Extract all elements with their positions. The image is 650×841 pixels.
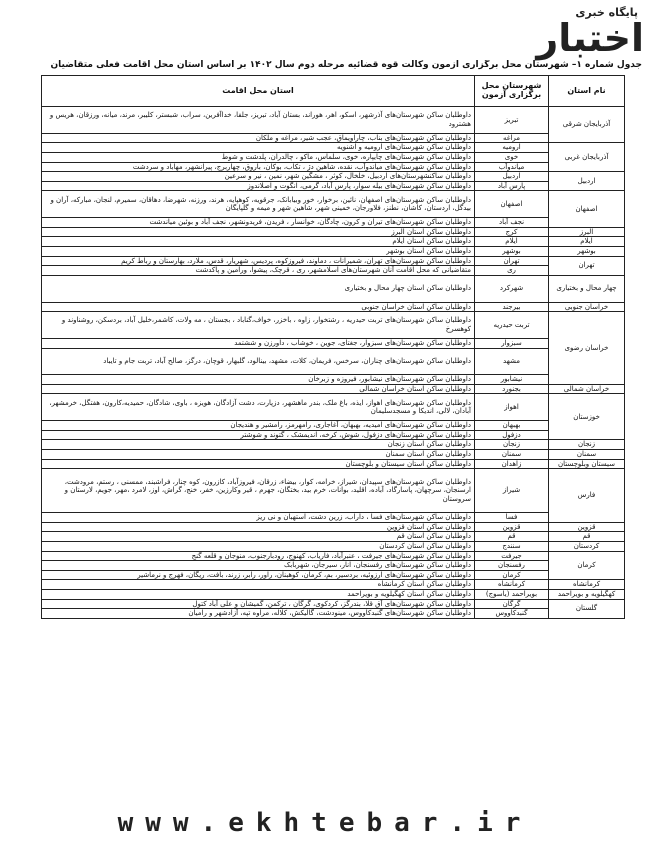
exam-city-cell: گنبدکاووس <box>475 609 549 619</box>
province-cell: آذربایجان شرقی <box>549 107 625 143</box>
residence-cell: داوطلبان ساکن شهرستان‌های آق قلا، بندرگز، کردکوی، گرگان ، ترکمن، گمیشان و علی آباد کتول <box>42 599 475 609</box>
table-row <box>42 599 625 609</box>
table-row <box>42 580 625 590</box>
residence-cell: داوطلبان ساکن استان کرمانشاه <box>42 580 475 590</box>
table-row <box>42 143 625 153</box>
residence-cell: داوطلبان ساکن شهرستان‌های تهران، شمیرانات ، دماوند، فیروزکوه، پردیس، شهریار، قدس، ملارد، بهارستان و رباط کریم <box>42 256 475 266</box>
exam-city-cell: بجنورد <box>475 384 549 394</box>
table-row <box>42 590 625 600</box>
residence-cell: داوطلبان ساکنشهرستان‌های اردبیل، خلخال، کوثر ، مشگین شهر، نمین ، نیر و سرعین <box>42 172 475 182</box>
province-cell: خراسان جنوبی <box>549 302 625 312</box>
exam-city-cell: زاهدان <box>475 459 549 469</box>
exam-city-cell: بوشهر <box>475 246 549 256</box>
exam-city-cell: ری <box>475 266 549 276</box>
residence-cell: داوطلبان ساکن استان قزوین <box>42 522 475 532</box>
table-row <box>42 312 625 339</box>
exam-city-cell: خوی <box>475 152 549 162</box>
table-row <box>42 237 625 247</box>
table-row <box>42 302 625 312</box>
table-row <box>42 191 625 218</box>
residence-cell: داوطلبان ساکن شهرستان‌های دزفول، شوش، کرخه، اندیمشک ، گتوند و شوشتر <box>42 430 475 440</box>
table-row <box>42 181 625 191</box>
table-body <box>42 107 625 619</box>
residence-cell: داوطلبان ساکن استان زنجان <box>42 440 475 450</box>
residence-cell: داوطلبان ساکن استان البرز <box>42 227 475 237</box>
exam-city-cell: کرج <box>475 227 549 237</box>
table-row <box>42 338 625 348</box>
header-residence: استان محل اقامت <box>42 76 475 107</box>
exam-city-cell: جیرفت <box>475 551 549 561</box>
residence-cell: داوطلبان ساکن استان سمنان <box>42 450 475 460</box>
exam-city-cell: پارس آباد <box>475 181 549 191</box>
residence-cell: داوطلبان ساکن استان سیستان و بلوچستان <box>42 459 475 469</box>
residence-cell: داوطلبان ساکن شهرستان‌های بناب، چاراویماق، عجب شیر، مراغه و ملکان <box>42 133 475 143</box>
province-cell: قم <box>549 532 625 542</box>
footer-url: www.ekhtebar.ir <box>117 808 533 838</box>
province-cell: سیستان وبلوچستان <box>549 459 625 469</box>
residence-cell: داوطلبان ساکن شهرستان‌های سبزوار، جغتای، جوین ، خوشاب ، داورزن و ششتمد <box>42 338 475 348</box>
table-row <box>42 430 625 440</box>
table-row <box>42 375 625 385</box>
residence-cell: داوطلبان ساکن شهرستان‌های نیشابور، فیروزه و زبرخان <box>42 375 475 385</box>
table-header-row <box>42 76 625 107</box>
logo-wordmark: اختبار <box>536 16 644 60</box>
residence-cell: داوطلبان ساکن شهرستان‌های گنبدکاووس، مینودشت، گالیکش، کلاله، مراوه تپه، آزادشهر و رامیان <box>42 609 475 619</box>
exam-city-cell: سنندج <box>475 542 549 552</box>
header-city: شهرستان محل برگزاری آزمون <box>475 76 549 107</box>
table-row <box>42 570 625 580</box>
province-cell: البرز <box>549 227 625 237</box>
exam-city-cell: سمنان <box>475 450 549 460</box>
exam-city-cell: قزوین <box>475 522 549 532</box>
table-row <box>42 275 625 302</box>
province-cell: خوزستان <box>549 394 625 440</box>
residence-cell: داوطلبان ساکن استان چهار محال و بختیاری <box>42 275 475 302</box>
exam-city-cell: مشهد <box>475 348 549 375</box>
province-cell: آذربایجان غربی <box>549 143 625 172</box>
exam-city-cell: تربت حیدریه <box>475 312 549 339</box>
province-cell: خراسان شمالی <box>549 384 625 394</box>
province-cell: قزوین <box>549 522 625 532</box>
exam-city-cell: میاندوآب <box>475 162 549 172</box>
table-row <box>42 384 625 394</box>
exam-city-cell: تهران <box>475 256 549 266</box>
residence-cell: داوطلبان ساکن استان خراسان جنوبی <box>42 302 475 312</box>
exam-city-cell: ارومیه <box>475 143 549 153</box>
province-cell: اردبیل <box>549 172 625 191</box>
province-cell: تهران <box>549 256 625 275</box>
table-row <box>42 162 625 172</box>
exam-city-cell: اصفهان <box>475 191 549 218</box>
table-row <box>42 348 625 375</box>
province-cell: کهگیلویه و بویراحمد <box>549 590 625 600</box>
table-row <box>42 172 625 182</box>
exam-city-cell: نیشابور <box>475 375 549 385</box>
residence-cell: متقاضیانی که محل اقامت آنان شهرستان‌های اسلامشهر، ری ، قرچک، پیشوا، ورامین و پاکدشت <box>42 266 475 276</box>
residence-cell: داوطلبان ساکن شهرستان‌های سپیدان، شیراز، خرامه، کوار، بیضاء، زرقان، فیروزآباد، کازرون، کوه چنار، فراشبند، ممسنی ، رستم، مرودشت، ارسنجان، سرچهان، پاسارگاد، آباده، اقلید، بوانات، خرم بید، بختگان، جهرم ، قیر وکارزین، خفر، خنج، گراش، اوز، لامرد ،مهر، جویم، لارستان و سروستان <box>42 469 475 513</box>
exam-city-cell: بهبهان <box>475 421 549 431</box>
table-row <box>42 394 625 421</box>
residence-cell: داوطلبان ساکن استان خراسان شمالی <box>42 384 475 394</box>
table-row <box>42 561 625 571</box>
table-row <box>42 609 625 619</box>
exam-city-cell: نجف آباد <box>475 218 549 228</box>
residence-cell: داوطلبان ساکن شهرستان‌های جیرفت ، عنبرآباد، فاریاب، کهنوج، رودبارجنوب، منوجان و قلعه گنج <box>42 551 475 561</box>
residence-cell: داوطلبان ساکن شهرستان‌های چایپاره، خوی، سلماس، ماکو ، چالدران، پلدشت و شوط <box>42 152 475 162</box>
exam-city-cell: سبزوار <box>475 338 549 348</box>
table-row <box>42 133 625 143</box>
exam-city-cell: تبریز <box>475 107 549 134</box>
residence-cell: داوطلبان ساکن شهرستان‌های ارزوئیه، بردسیر، بم، کرمان، کوهبنان، راور، رابر، زرند، بافت، ریگان، فهرج و نرماشیر <box>42 570 475 580</box>
residence-cell: داوطلبان ساکن شهرستان‌های تربت حیدریه ، رشتخوار، زاوه ، باخزر، خواف،گناباد ، بجستان ، مه ولات، کاشمر،خلیل آباد، بردسکن، روشناوند و کوهسرخ <box>42 312 475 339</box>
residence-cell: داوطلبان ساکن استان بوشهر <box>42 246 475 256</box>
table-row <box>42 450 625 460</box>
residence-cell: داوطلبان ساکن شهرستان‌های بیله سوار، پارس آباد، گرمی، انگوت و اصلاندوز <box>42 181 475 191</box>
province-cell: زنجان <box>549 440 625 450</box>
exam-city-cell: زنجان <box>475 440 549 450</box>
table-row <box>42 227 625 237</box>
header-province: نام استان <box>549 76 625 107</box>
province-cell: گلستان <box>549 599 625 618</box>
exam-city-cell: شهرکرد <box>475 275 549 302</box>
table-row <box>42 532 625 542</box>
exam-city-cell: بیرجند <box>475 302 549 312</box>
table-row <box>42 266 625 276</box>
residence-cell: داوطلبان ساکن شهرستان‌های رفسنجان، انار، سیرجان، شهربابک <box>42 561 475 571</box>
table-row <box>42 551 625 561</box>
residence-cell: داوطلبان ساکن شهرستان‌های ارومیه و اشنویه <box>42 143 475 153</box>
province-cell: کردستان <box>549 542 625 552</box>
table-row <box>42 218 625 228</box>
residence-cell: داوطلبان ساکن استان کهگیلویه و بویراحمد <box>42 590 475 600</box>
table-row <box>42 421 625 431</box>
exam-city-cell: کرمانشاه <box>475 580 549 590</box>
table-row <box>42 513 625 523</box>
residence-cell: داوطلبان ساکن شهرستان‌های فسا ، داراب، زرین دشت، استهبان و نی ریز <box>42 513 475 523</box>
exam-city-cell: گرگان <box>475 599 549 609</box>
logo <box>536 6 644 64</box>
exam-locations-table <box>41 75 625 619</box>
province-cell: کرمان <box>549 551 625 580</box>
table-row <box>42 469 625 513</box>
province-cell: سمنان <box>549 450 625 460</box>
province-cell: ایلام <box>549 237 625 247</box>
residence-cell: داوطلبان ساکن شهرستان‌های اهواز، ایذه، باغ ملک، بندر ماهشهر، دزپارت، دشت آزادگان، هویزه ، باوی، شادگان، حمیدیه،کارون، هفتگل، خرمشهر، آبادان، لالی، اندیکا و مسجدسلیمان <box>42 394 475 421</box>
logo-subtitle: پایگاه خبری <box>575 6 638 19</box>
exam-city-cell: دزفول <box>475 430 549 440</box>
province-cell: کرمانشاه <box>549 580 625 590</box>
table-caption: جدول شماره ۱– شهرستان محل برگزاری آزمون وکالت قوه قضائیه مرحله دوم سال ۱۴۰۲ بر اساس استان محل اقامت فعلی متقاضیان <box>50 60 642 70</box>
exam-city-cell: بویراحمد (یاسوج) <box>475 590 549 600</box>
table-row <box>42 459 625 469</box>
table-row <box>42 440 625 450</box>
exam-city-cell: اردبیل <box>475 172 549 182</box>
residence-cell: داوطلبان ساکن استان قم <box>42 532 475 542</box>
exam-city-cell: مراغه <box>475 133 549 143</box>
residence-cell: داوطلبان ساکن شهرستان‌های آذرشهر، اسکو، اهر، هوراند، بستان آباد، تبریز، جلفا، خداآفرین، سراب، شبستر، کلیبر، مرند، میانه، ورزقان، هریس و هشترود <box>42 107 475 134</box>
table-row <box>42 246 625 256</box>
exam-city-cell: شیراز <box>475 469 549 513</box>
table-row <box>42 107 625 134</box>
province-cell: بوشهر <box>549 246 625 256</box>
exam-city-cell: فسا <box>475 513 549 523</box>
residence-cell: داوطلبان ساکن شهرستان‌های اصفهان، نائین، برخوار، خور وبیابانک، جرقویه، کوهپایه، هرند، ورزنه، شهرضا، دهاقان، سمیرم، لنجان، مبارکه، آران و بیدگل، اردستان، کاشان، نطنز، فلاورجان، خمینی شهر، شاهین شهر و میمه و گلپایگان <box>42 191 475 218</box>
province-cell: اصفهان <box>549 191 625 227</box>
province-cell: فارس <box>549 469 625 523</box>
province-cell: چهار محال و بختیاری <box>549 275 625 302</box>
province-cell: خراسان رضوی <box>549 312 625 385</box>
table-row <box>42 522 625 532</box>
residence-cell: داوطلبان ساکن شهرستان‌های چناران، سرخس، فریمان، کلات، مشهد، بینالود، گلبهار، قوچان، درگز، صالح آباد، تربت جام و تایباد <box>42 348 475 375</box>
residence-cell: داوطلبان ساکن استان ایلام <box>42 237 475 247</box>
exam-city-cell: اهواز <box>475 394 549 421</box>
table-row <box>42 542 625 552</box>
residence-cell: داوطلبان ساکن شهرستان‌های میاندوآب، نقده، شاهین دژ ، تکاب، بوکان، باروق، چهاربرج، پیرانشهر، مهاباد و سردشت <box>42 162 475 172</box>
table-row <box>42 256 625 266</box>
residence-cell: داوطلبان ساکن استان کردستان <box>42 542 475 552</box>
exam-city-cell: کرمان <box>475 570 549 580</box>
residence-cell: داوطلبان ساکن شهرستان‌های امیدیه، بهبهان، آغاجاری، رامهرمز، رامشیر و هندیجان <box>42 421 475 431</box>
exam-city-cell: ایلام <box>475 237 549 247</box>
residence-cell: داوطلبان ساکن شهرستان‌های تیران و کرون، چادگان، خوانسار ، فریدن، فریدونشهر، نجف آباد و بوئین میاندشت <box>42 218 475 228</box>
exam-city-cell: قم <box>475 532 549 542</box>
table-row <box>42 152 625 162</box>
exam-city-cell: رفسنجان <box>475 561 549 571</box>
